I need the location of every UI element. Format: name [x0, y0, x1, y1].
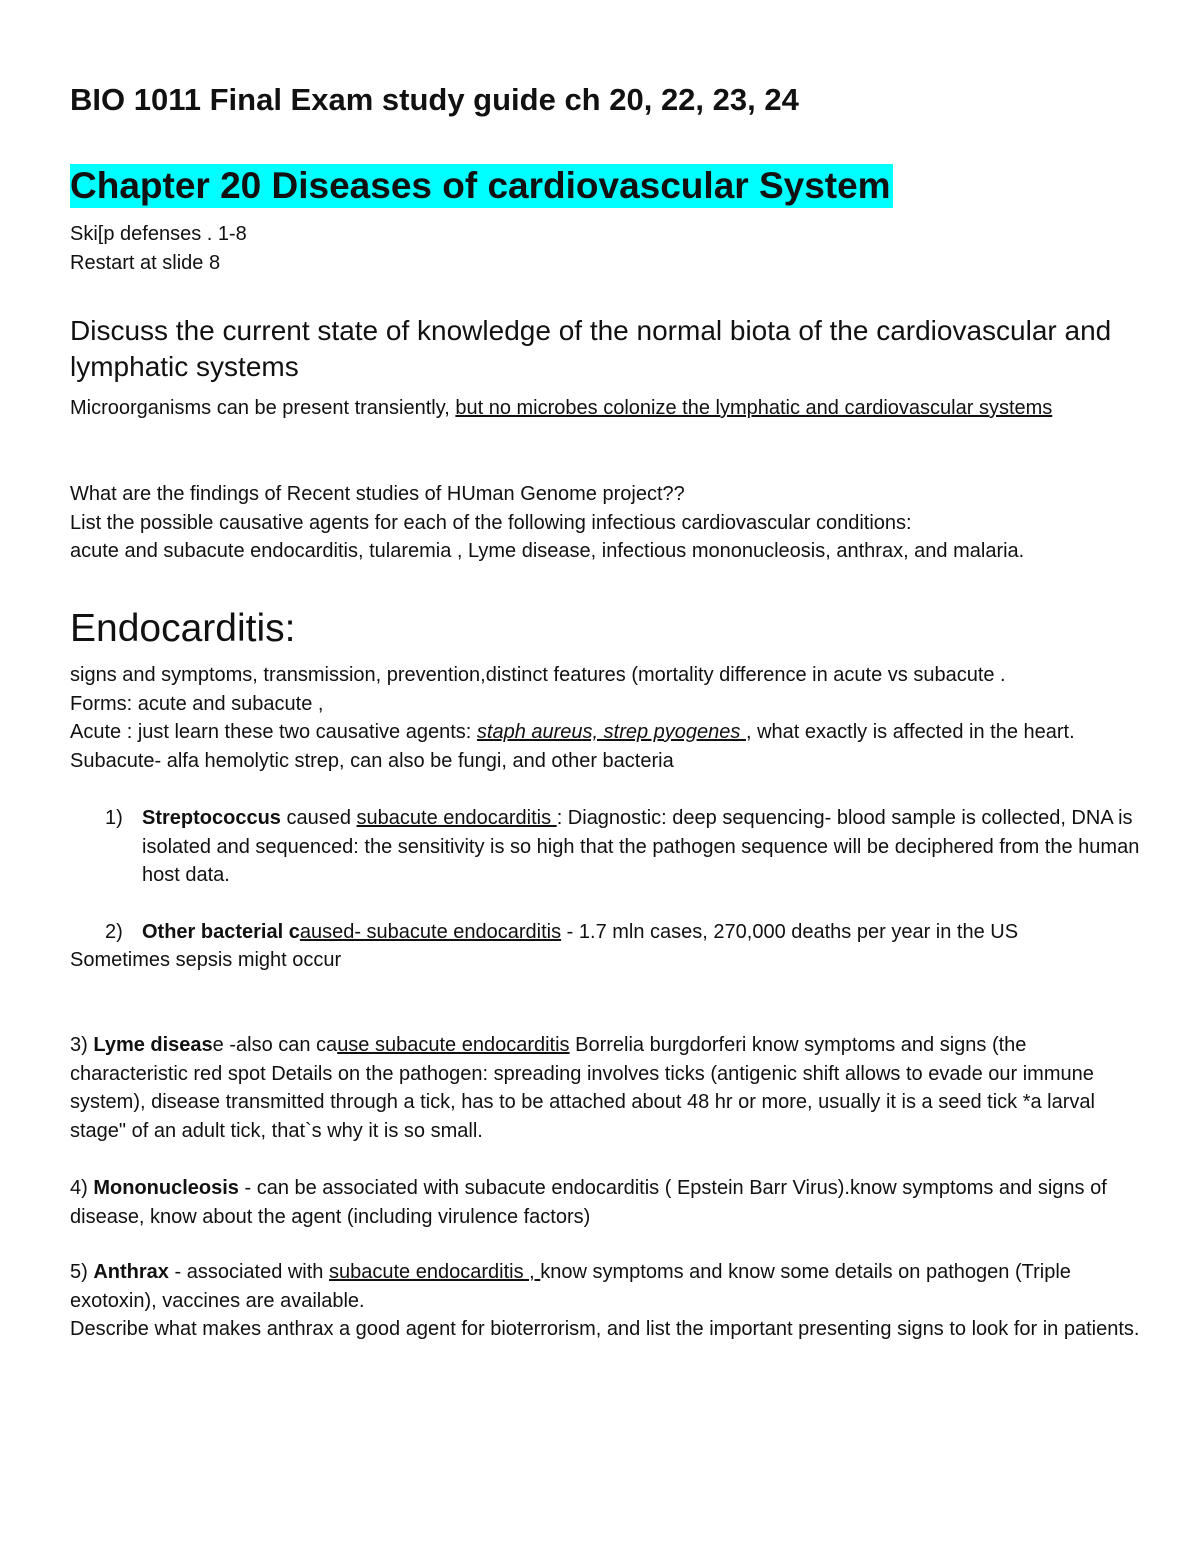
note-skip: Ski[p defenses . 1-8 — [70, 223, 247, 245]
item-extra: Sometimes sepsis might occur — [70, 949, 342, 971]
endocarditis-paragraph — [70, 661, 1140, 775]
notes — [70, 220, 1140, 277]
item-underline: subacute endocarditis , — [329, 1261, 541, 1283]
note-restart: Restart at slide 8 — [70, 251, 221, 274]
question-agents: List the possible causative agents for each of the following infectious cardiovascular conditions: — [70, 511, 912, 534]
item-text-b: - can be associated with subacute endocarditis ( Epstein Barr Virus).know symptoms and signs of disease, know about the agent (including virulence factors) — [70, 1177, 1107, 1228]
question-genome: What are the findings of Recent studies of HUman Genome project?? — [70, 483, 685, 505]
list-item — [70, 1174, 1140, 1231]
endocarditis-acute — [70, 718, 1140, 775]
item-bold: Other bacterial c — [142, 921, 300, 943]
item-text — [142, 918, 1142, 947]
item-text-b: - 1.7 mln cases, 270,000 deaths per year in the US — [561, 921, 1019, 943]
acute-text-b: , what exactly is affected in the heart. Subacute- alfa hemolytic strep, can also be fungi, and other bacteria — [70, 721, 1075, 772]
item-bold: Streptococcus — [142, 807, 281, 829]
item-number: 4) — [70, 1177, 94, 1199]
question-conditions: acute and subacute endocarditis, tularemia , Lyme disease, infectious mononucleosis, anthrax, and malaria. — [70, 540, 1025, 562]
list-item — [70, 1031, 1140, 1145]
item-number: 3) — [70, 1034, 94, 1056]
biota-paragraph — [70, 394, 1140, 423]
item-underline: aused- subacute endocarditis — [299, 921, 562, 943]
endocarditis-line1: signs and symptoms, transmission, prevention,distinct features (mortality difference in acute vs subacute . — [70, 664, 1006, 686]
document-title: BIO 1011 Final Exam study guide ch 20, 22, 23, 24 — [70, 82, 799, 117]
item-number: 5) — [70, 1261, 94, 1283]
acute-text: Acute : just learn these two causative agents: — [70, 721, 477, 743]
biota-text: Microorganisms can be present transiently, — [70, 397, 456, 419]
item-number: 1) — [105, 807, 123, 829]
item-bold: Lyme diseas — [93, 1034, 213, 1056]
item-extra: Describe what makes anthrax a good agent for bioterrorism, and list the important presenting signs to look for in patients. — [70, 1318, 1140, 1340]
item-text — [142, 804, 1142, 890]
item-text-b: know symptoms and know some details on pathogen (Triple exotoxin), vaccines are available. — [70, 1261, 1071, 1312]
list-item — [70, 1258, 1140, 1344]
endocarditis-heading: Endocarditis: — [70, 607, 296, 650]
item-bold: Anthrax — [93, 1261, 169, 1283]
item-text-a: caused — [280, 807, 357, 829]
item-text-b: : Diagnostic: deep sequencing- blood sample is collected, DNA is isolated and sequenced: the sensitivity is so high that the pathogen sequence will be deciphered from the human host data. — [142, 807, 1140, 886]
chapter-heading: Chapter 20 Diseases of cardiovascular System — [70, 165, 891, 206]
item-text-b: Borrelia burgdorferi know symptoms and signs (the characteristic red spot Details on the pathogen: spreading involves ticks (antigenic shift allows to evade our immune system), disease transmitted through a tick, has to be attached about 48 hr or more, usually it is a seed tick *a larval stage" of an adult tick, that`s why it is so small. — [70, 1034, 1095, 1142]
item-underline: use subacute endocarditis — [337, 1034, 570, 1056]
section-heading-biota: Discuss the current state of knowledge of the normal biota of the cardiovascular and lymphatic systems — [70, 315, 1112, 382]
questions — [70, 480, 1140, 566]
endocarditis-forms: Forms: acute and subacute , — [70, 692, 324, 715]
item-number: 2) — [105, 921, 123, 943]
acute-agents: staph aureus, strep pyogenes — [476, 721, 746, 743]
biota-underlined-text: but no microbes colonize the lymphatic and cardiovascular systems — [455, 397, 1053, 419]
item-underline: subacute endocarditis — [356, 807, 557, 829]
item-text-a: e -also can ca — [212, 1034, 338, 1056]
item-text-a: - associated with — [168, 1261, 329, 1283]
item-bold: Mononucleosis — [93, 1177, 239, 1199]
